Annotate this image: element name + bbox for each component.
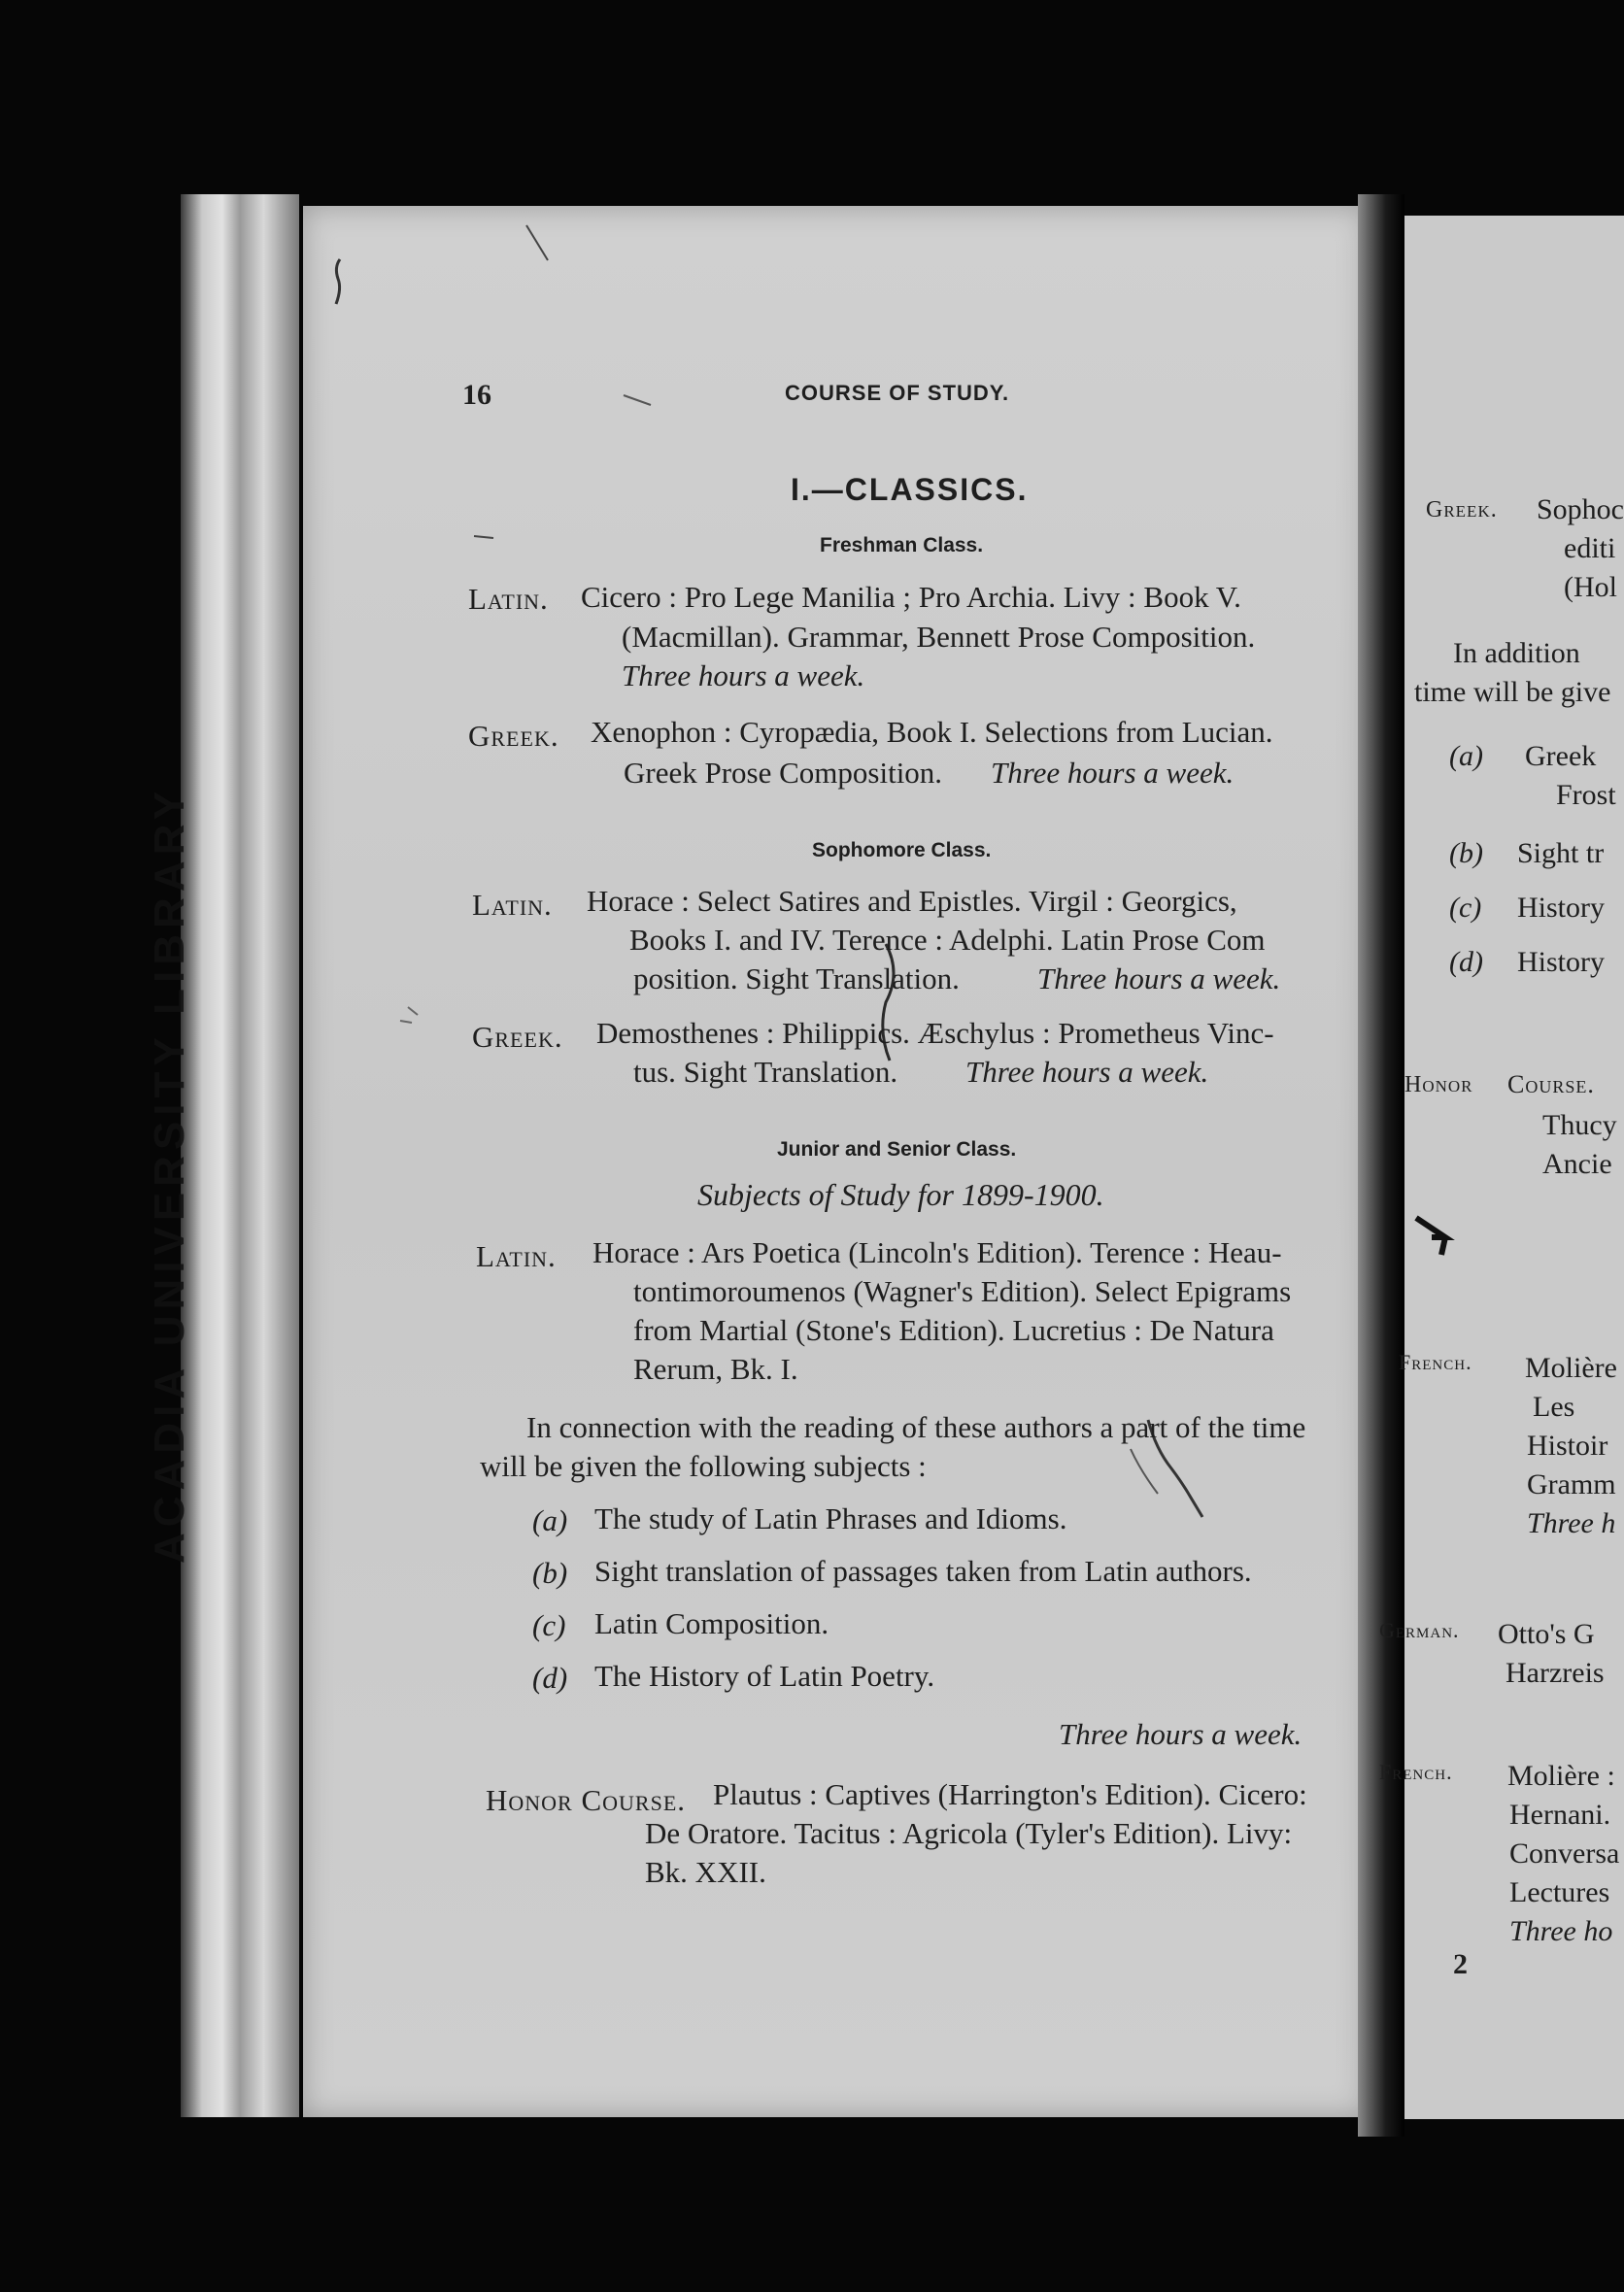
subject-text: Sight translation of passages taken from Latin authors. (594, 1554, 1252, 1588)
freshman-greek-hours: Three hours a week. (991, 756, 1235, 790)
connection-paragraph: In connection with the reading of these authors a part of the time (526, 1410, 1306, 1444)
rp-item-letter: (a) (1449, 740, 1483, 772)
rp-french2-line: Molière : (1507, 1760, 1615, 1792)
rp-french-line: Molière (1525, 1352, 1617, 1384)
library-stamp: ACADIA UNIVERSITY LIBRARY (146, 785, 193, 1564)
rp-item-letter: (c) (1449, 892, 1482, 924)
junior-senior-hours: Three hours a week. (1059, 1717, 1303, 1751)
rp-french-line: Les (1533, 1391, 1575, 1423)
junior-senior-subtitle: Subjects of Study for 1899-1900. (697, 1177, 1104, 1212)
connection-paragraph: will be given the following subjects : (480, 1449, 927, 1483)
honor-course-label: Honor Course. (486, 1783, 687, 1817)
page-number: 16 (462, 379, 491, 411)
book-gutter (1358, 194, 1404, 2137)
rp-item-text: Sight tr (1517, 837, 1605, 869)
rp-german-label: German. (1379, 1618, 1460, 1642)
section-title: I.—CLASSICS. (791, 472, 1029, 507)
rp-french-line: Gramm (1527, 1468, 1616, 1500)
freshman-greek-label: Greek. (468, 719, 559, 753)
rp-french-line: Histoir (1527, 1430, 1608, 1462)
subject-letter: (c) (532, 1608, 566, 1642)
subject-text: The study of Latin Phrases and Idioms. (594, 1501, 1067, 1535)
book-page-right (1379, 216, 1624, 2119)
rp-greek-line: Sophoc (1537, 493, 1624, 525)
rp-item-text: Frost (1556, 779, 1616, 811)
subject-letter: (a) (532, 1503, 568, 1537)
rp-greek-line: editi (1564, 532, 1616, 564)
sophomore-latin-line: Horace : Select Satires and Epistles. Virgil : Georgics, (587, 884, 1237, 918)
honor-course-line: De Oratore. Tacitus : Agricola (Tyler's Edition). Livy: (645, 1816, 1293, 1850)
rp-french2-line: Conversa (1509, 1837, 1620, 1870)
subject-letter: (b) (532, 1556, 568, 1590)
running-title: COURSE OF STUDY. (785, 381, 1010, 405)
freshman-latin-label: Latin. (468, 582, 549, 616)
rp-item-text: History (1517, 946, 1605, 978)
sophomore-greek-label: Greek. (472, 1020, 563, 1054)
honor-course-line: Plautus : Captives (Harrington's Edition). Cicero: (713, 1777, 1307, 1811)
honor-course-line: Bk. XXII. (645, 1855, 766, 1889)
rp-addition-line: In addition (1453, 637, 1580, 669)
subject-letter: (d) (532, 1661, 568, 1695)
rp-addition-line: time will be give (1414, 676, 1611, 708)
junior-latin-line: tontimoroumenos (Wagner's Edition). Select Epigrams (633, 1274, 1292, 1308)
sophomore-greek-line: tus. Sight Translation. (633, 1055, 898, 1089)
rp-french2-hours: Three ho (1509, 1915, 1613, 1947)
rp-honor-line: Thucy (1542, 1109, 1617, 1141)
rp-honor-label: Honor (1404, 1072, 1473, 1097)
sophomore-latin-line: position. Sight Translation. (633, 961, 960, 995)
junior-latin-line: Rerum, Bk. I. (633, 1352, 798, 1386)
rp-honor-course: Course. (1507, 1070, 1595, 1098)
junior-latin-line: Horace : Ars Poetica (Lincoln's Edition). Terence : Heau- (592, 1235, 1282, 1269)
junior-senior-heading: Junior and Senior Class. (777, 1138, 1017, 1161)
sophomore-greek-line: Demosthenes : Philippics. Æschylus : Prometheus Vinc- (596, 1016, 1274, 1050)
rp-french2-line: Lectures (1509, 1876, 1610, 1908)
rp-greek-line: (Hol (1564, 571, 1617, 603)
rp-german-line: Otto's G (1498, 1618, 1595, 1650)
rp-french2-line: Hernani. (1509, 1799, 1611, 1831)
rp-item-letter: (b) (1449, 837, 1483, 869)
rp-french-hours: Three h (1527, 1507, 1616, 1539)
freshman-heading: Freshman Class. (820, 534, 984, 556)
sophomore-latin-line: Books I. and IV. Terence : Adelphi. Latin Prose Com (629, 923, 1266, 957)
rp-honor-line: Ancie (1542, 1148, 1612, 1180)
rp-item-text: Greek (1525, 740, 1597, 772)
junior-latin-label: Latin. (476, 1239, 557, 1273)
rp-item-text: History (1517, 892, 1605, 924)
junior-latin-line: from Martial (Stone's Edition). Lucretius : De Natura (633, 1313, 1274, 1347)
rp-french-label: French. (1399, 1350, 1472, 1374)
signature-mark: 2 (1453, 1948, 1468, 1980)
sophomore-heading: Sophomore Class. (812, 839, 992, 861)
subject-text: The History of Latin Poetry. (594, 1659, 935, 1693)
freshman-latin-line: (Macmillan). Grammar, Bennett Prose Composition. (622, 620, 1256, 654)
book-page-left (303, 206, 1367, 2117)
sophomore-greek-hours: Three hours a week. (965, 1055, 1209, 1089)
rp-french2-label: French. (1379, 1760, 1453, 1784)
rp-item-letter: (d) (1449, 946, 1483, 978)
rp-marks (1404, 216, 1624, 2119)
freshman-latin-line: Cicero : Pro Lege Manilia ; Pro Archia. Livy : Book V. (581, 580, 1241, 614)
freshman-greek-line: Xenophon : Cyropædia, Book I. Selections from Lucian. (591, 715, 1273, 749)
freshman-latin-hours: Three hours a week. (622, 658, 865, 692)
subject-text: Latin Composition. (594, 1606, 829, 1640)
rp-greek-label: Greek. (1426, 497, 1498, 522)
sophomore-latin-hours: Three hours a week. (1037, 961, 1281, 995)
rp-german-line: Harzreis (1506, 1657, 1605, 1689)
sophomore-latin-label: Latin. (472, 888, 553, 922)
freshman-greek-line: Greek Prose Composition. (624, 756, 943, 790)
